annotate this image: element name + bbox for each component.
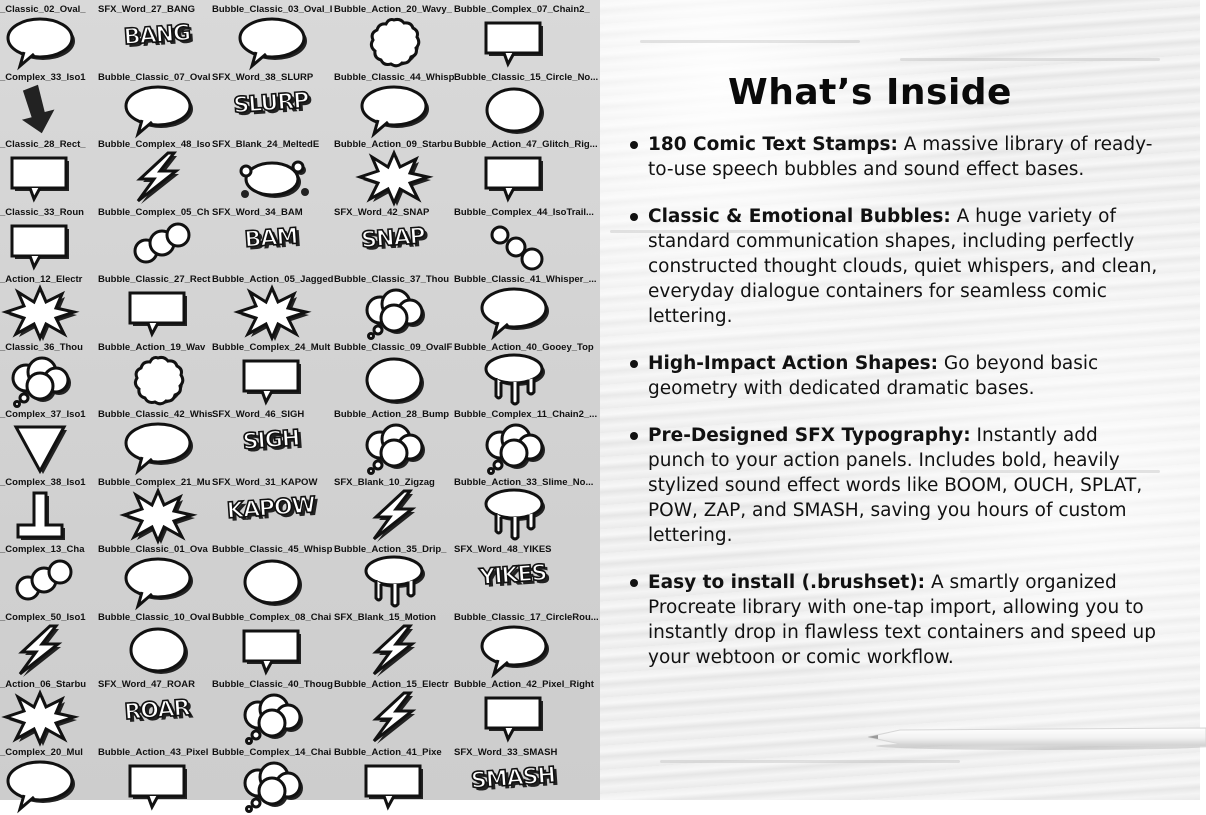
brush-name-label: Bubble_Action_47_Glitch_Rig...: [454, 139, 598, 150]
brush-name-label: SFX_Word_33_SMASH: [454, 746, 558, 758]
brush-name-label: SFX_Word_47_ROAR: [98, 679, 195, 690]
brush-tile[interactable]: [212, 747, 330, 815]
tshape-bubble-icon: [0, 487, 80, 543]
brush-name-label: Bubble_Action_42_Pixel_Right: [454, 679, 594, 690]
brush-name-label: Bubble_Complex_11_Chain2_...: [454, 409, 598, 420]
brush-name-label: Bubble_Complex_48_Iso: [98, 139, 211, 150]
brush-tile[interactable]: [0, 207, 98, 275]
brush-tile[interactable]: [98, 342, 216, 410]
feature-list: [630, 132, 1160, 692]
brush-name-label: _Classic_28_Rect_: [0, 139, 86, 150]
brush-tile[interactable]: [0, 4, 98, 72]
speech-bubble-icon: [118, 82, 198, 138]
rect-bubble-icon: [232, 352, 312, 408]
chain-bubble-icon: [0, 554, 80, 610]
drip-bubble-icon: [354, 554, 434, 610]
brush-tile[interactable]: [454, 544, 572, 612]
sfx-word-stamp: KAPOW: [226, 492, 316, 524]
brush-tile[interactable]: [212, 612, 330, 680]
bullet-icon: [630, 213, 638, 221]
cloud-bubble-icon: [354, 284, 434, 340]
bolt-bubble-icon: [354, 487, 434, 543]
brush-name-label: Bubble_Classic_37_Thou: [334, 274, 450, 285]
brush-tile[interactable]: [0, 679, 98, 747]
speech-bubble-icon: [118, 419, 198, 475]
brush-tile[interactable]: [98, 612, 216, 680]
sfx-word-stamp: BAM: [243, 223, 299, 253]
bolt-bubble-icon: [354, 622, 434, 678]
brush-name-label: Bubble_Action_20_Wavy_: [334, 4, 452, 15]
brush-name-label: _Complex_20_Mul: [0, 746, 83, 758]
brush-name-label: Bubble_Action_40_Gooey_Top: [454, 341, 594, 353]
brush-tile[interactable]: [334, 71, 455, 140]
cloud-bubble-icon: [474, 419, 554, 475]
brush-tile[interactable]: [212, 274, 334, 342]
brush-name-label: Bubble_Action_05_Jagged: [212, 274, 334, 285]
page-title: What’s Inside: [728, 72, 1012, 113]
brush-name-label: Bubble_Action_09_Starbu: [334, 139, 453, 150]
circle-bubble-icon: [232, 554, 312, 610]
brush-tile[interactable]: [212, 477, 330, 545]
sfx-word-stamp: YIKES: [478, 560, 548, 591]
brush-tile[interactable]: [454, 409, 598, 477]
brush-tile[interactable]: [212, 72, 330, 140]
brush-tile[interactable]: [0, 477, 98, 545]
feature-item: [630, 423, 1160, 548]
feature-text: A huge variety of standard communication shapes, including perfectly constructed thought clouds, quiet whispers, and clean, everyday dialogue containers for seamless comic lettering.: [648, 206, 1158, 327]
sfx-word-stamp: SNAP: [360, 223, 426, 253]
brush-name-label: Bubble_Classic_09_OvalF: [334, 341, 453, 353]
bullet-icon: [630, 432, 638, 440]
features-panel: [600, 0, 1200, 800]
brush-name-label: _Action_06_Starbu: [0, 679, 87, 690]
rect-bubble-icon: [474, 689, 554, 745]
brush-tile[interactable]: [0, 342, 98, 410]
brush-name-label: SFX_Word_34_BAM: [212, 206, 303, 218]
cloud-bubble-icon: [232, 689, 312, 745]
brush-tile[interactable]: [454, 476, 594, 545]
feature-item: [630, 570, 1160, 670]
arrow-bubble-icon: [0, 82, 80, 138]
bolt-bubble-icon: [118, 149, 198, 205]
brush-name-label: Bubble_Classic_42_Whis: [98, 409, 213, 420]
rect-bubble-icon: [0, 217, 80, 273]
brush-name-label: Bubble_Classic_45_Whisp: [212, 544, 333, 555]
brush-tile[interactable]: [212, 4, 333, 72]
brush-tile[interactable]: [0, 72, 98, 140]
brush-tile[interactable]: [0, 612, 98, 680]
brush-tile[interactable]: [334, 477, 452, 545]
brush-tile[interactable]: [334, 409, 452, 477]
feature-heading: Classic & Emotional Bubbles:: [648, 206, 951, 227]
speech-bubble-icon: [0, 757, 80, 813]
brush-name-label: _Classic_33_Roun: [0, 206, 84, 218]
rect-bubble-icon: [474, 14, 554, 70]
star-bubble-icon: [118, 487, 198, 543]
brush-name-label: _Complex_33_Iso1: [0, 71, 86, 83]
speech-bubble-icon: [354, 82, 434, 138]
brush-tile[interactable]: [454, 71, 599, 140]
brush-name-label: Bubble_Complex_07_Chain2_: [454, 4, 590, 15]
brush-tile[interactable]: [334, 679, 452, 747]
brush-tile[interactable]: [212, 679, 333, 747]
brush-tile[interactable]: [0, 409, 98, 477]
brush-name-label: Bubble_Action_33_Slime_No...: [454, 476, 594, 488]
cloud-bubble-icon: [354, 419, 434, 475]
feature-item: [630, 132, 1160, 182]
drip-bubble-icon: [474, 352, 554, 408]
bullet-icon: [630, 579, 638, 587]
circle-bubble-icon: [474, 82, 554, 138]
brush-tile[interactable]: [98, 679, 216, 747]
sfx-word-stamp: SMASH: [470, 762, 556, 794]
feature-text: A massive library of ready-to-use speech bubbles and sound effect bases.: [648, 134, 1153, 180]
brush-name-label: Bubble_Classic_07_Oval: [98, 71, 211, 83]
brush-tile[interactable]: [454, 679, 594, 747]
brush-name-label: Bubble_Classic_41_Whisper_...: [454, 274, 597, 285]
brush-name-label: Bubble_Action_15_Electr: [334, 679, 449, 690]
brush-tile[interactable]: [454, 206, 594, 275]
brush-tile[interactable]: [212, 544, 333, 612]
brush-tile[interactable]: [454, 747, 572, 815]
feature-heading: 180 Comic Text Stamps:: [648, 134, 898, 155]
brush-library-panel: [0, 0, 600, 800]
speech-bubble-icon: [0, 14, 80, 70]
brush-tile[interactable]: [98, 477, 216, 545]
brush-tile[interactable]: [0, 747, 98, 815]
chain-bubble-icon: [118, 217, 198, 273]
star-bubble-icon: [232, 284, 312, 340]
brush-name-label: Bubble_Complex_05_Ch: [98, 206, 210, 218]
feature-text: Instantly add punch to your action panels. Includes bold, heavily stylized sound effect words like BOOM, OUCH, SPLAT, POW, ZAP, and SMASH, saving you hours of custom lettering.: [648, 425, 1143, 546]
brush-name-label: SFX_Word_31_KAPOW: [212, 476, 318, 488]
bolt-bubble-icon: [354, 689, 434, 745]
brush-name-label: Bubble_Complex_44_IsoTrail...: [454, 206, 594, 218]
stylus-pencil-image: [866, 722, 1206, 752]
sfx-word-stamp: ROAR: [123, 695, 191, 726]
brush-name-label: Bubble_Action_19_Wav: [98, 341, 206, 353]
wavy-bubble-icon: [118, 352, 198, 408]
brush-name-label: Bubble_Classic_40_Thoug: [212, 679, 333, 690]
brush-tile[interactable]: [454, 611, 599, 680]
brush-tile[interactable]: [0, 139, 98, 207]
brush-tile[interactable]: [98, 544, 216, 612]
brush-name-label: SFX_Word_46_SIGH: [212, 409, 305, 420]
brush-name-label: Bubble_Classic_27_Rect: [98, 274, 211, 285]
feature-heading: High-Impact Action Shapes:: [648, 353, 939, 374]
feature-item: [630, 351, 1160, 401]
triangle-bubble-icon: [0, 419, 80, 475]
brush-tile[interactable]: [98, 139, 216, 207]
brush-tile[interactable]: [98, 4, 216, 72]
brush-tile[interactable]: [334, 342, 452, 410]
brush-tile[interactable]: [212, 139, 330, 207]
brush-name-label: SFX_Word_38_SLURP: [212, 71, 314, 83]
bolt-bubble-icon: [0, 622, 80, 678]
cloud-bubble-icon: [0, 352, 80, 408]
rect-bubble-icon: [232, 622, 312, 678]
brush-name-label: SFX_Blank_24_MeltedE: [212, 139, 320, 150]
drip-bubble-icon: [474, 487, 554, 543]
brush-name-label: SFX_Word_27_BANG: [98, 4, 195, 15]
wavy-bubble-icon: [354, 14, 434, 70]
brush-tile[interactable]: [334, 544, 452, 612]
rect-bubble-icon: [118, 757, 198, 813]
brush-tile[interactable]: [98, 72, 216, 140]
brush-tile[interactable]: [98, 207, 216, 275]
brush-tile[interactable]: [334, 274, 452, 342]
brush-name-label: Bubble_Complex_14_Chai: [212, 746, 332, 758]
brush-name-label: SFX_Word_48_YIKES: [454, 544, 552, 555]
rect-bubble-icon: [354, 757, 434, 813]
brush-name-label: Bubble_Classic_44_Whisp: [334, 71, 455, 83]
brush-tile[interactable]: [454, 4, 590, 72]
brush-tile[interactable]: [212, 409, 330, 477]
speech-bubble-icon: [232, 14, 312, 70]
trail-bubble-icon: [474, 217, 554, 273]
brush-tile[interactable]: [334, 207, 452, 275]
star-bubble-icon: [0, 284, 80, 340]
brush-tile[interactable]: [334, 747, 452, 815]
brush-tile[interactable]: [98, 274, 216, 342]
brush-name-label: Bubble_Complex_24_Mult: [212, 341, 331, 353]
brush-name-label: _Action_12_Electr: [0, 274, 83, 285]
feature-text: A smartly organized Procreate library with one-tap import, allowing you to instantly drop in flawless text containers and speed up your webtoon or comic workflow.: [648, 572, 1156, 668]
feature-heading: Pre-Designed SFX Typography:: [648, 425, 971, 446]
brush-name-label: SFX_Blank_15_Motion: [334, 611, 436, 623]
star-bubble-icon: [354, 149, 434, 205]
speech-bubble-icon: [118, 554, 198, 610]
cloud-bubble-icon: [232, 757, 312, 813]
brush-tile[interactable]: [454, 341, 594, 410]
rect-bubble-icon: [118, 284, 198, 340]
brush-name-label: _Complex_13_Cha: [0, 544, 85, 555]
sfx-word-stamp: BANG: [123, 20, 191, 51]
brush-name-label: Bubble_Action_43_Pixel: [98, 746, 209, 758]
sfx-word-stamp: SIGH: [241, 426, 301, 455]
brush-name-label: SFX_Word_42_SNAP: [334, 206, 430, 218]
brush-tile[interactable]: [334, 612, 452, 680]
bullet-icon: [630, 141, 638, 149]
speech-bubble-icon: [474, 622, 554, 678]
feature-item: [630, 204, 1160, 329]
rect-bubble-icon: [0, 149, 80, 205]
circle-bubble-icon: [118, 622, 198, 678]
sfx-word-stamp: SLURP: [232, 87, 310, 119]
rect-bubble-icon: [474, 149, 554, 205]
brush-tile[interactable]: [212, 207, 330, 275]
brush-name-label: Bubble_Classic_17_CircleRou...: [454, 611, 599, 623]
brush-name-label: SFX_Blank_10_Zigzag: [334, 476, 435, 488]
feature-heading: Easy to install (.brushset):: [648, 572, 926, 593]
brush-name-label: _Complex_37_Iso1: [0, 409, 86, 420]
brush-name-label: Bubble_Classic_01_Ova: [98, 544, 208, 555]
speech-bubble-icon: [474, 284, 554, 340]
brush-name-label: Bubble_Classic_15_Circle_No...: [454, 71, 599, 83]
brush-name-label: _Classic_36_Thou: [0, 341, 83, 353]
splat-bubble-icon: [232, 149, 312, 205]
circle-bubble-icon: [354, 352, 434, 408]
brush-tile[interactable]: [454, 274, 597, 342]
bullet-icon: [630, 360, 638, 368]
brush-name-label: Bubble_Action_28_Bump: [334, 409, 450, 420]
feature-text: Go beyond basic geometry with dedicated dramatic bases.: [648, 353, 1099, 399]
brush-tile[interactable]: [454, 139, 598, 207]
brush-tile[interactable]: [334, 4, 452, 72]
brush-name-label: Bubble_Classic_10_Oval: [98, 611, 211, 623]
brush-tile[interactable]: [212, 342, 330, 410]
brush-name-label: Bubble_Complex_21_Mu: [98, 476, 211, 488]
brush-tile[interactable]: [98, 747, 216, 815]
brush-name-label: Bubble_Complex_08_Chai: [212, 611, 332, 623]
brush-name-label: _Complex_38_Iso1: [0, 476, 86, 488]
brush-name-label: Bubble_Action_35_Drip_: [334, 544, 447, 555]
brush-name-label: Bubble_Classic_03_Oval_I: [212, 4, 333, 15]
brush-tile[interactable]: [334, 139, 452, 207]
brush-tile[interactable]: [0, 544, 98, 612]
brush-name-label: _Classic_02_Oval_: [0, 4, 86, 15]
star-bubble-icon: [0, 689, 80, 745]
brush-name-label: Bubble_Action_41_Pixe: [334, 746, 442, 758]
brush-tile[interactable]: [0, 274, 98, 342]
brush-tile[interactable]: [98, 409, 216, 477]
brush-name-label: _Complex_50_Iso1: [0, 611, 86, 623]
